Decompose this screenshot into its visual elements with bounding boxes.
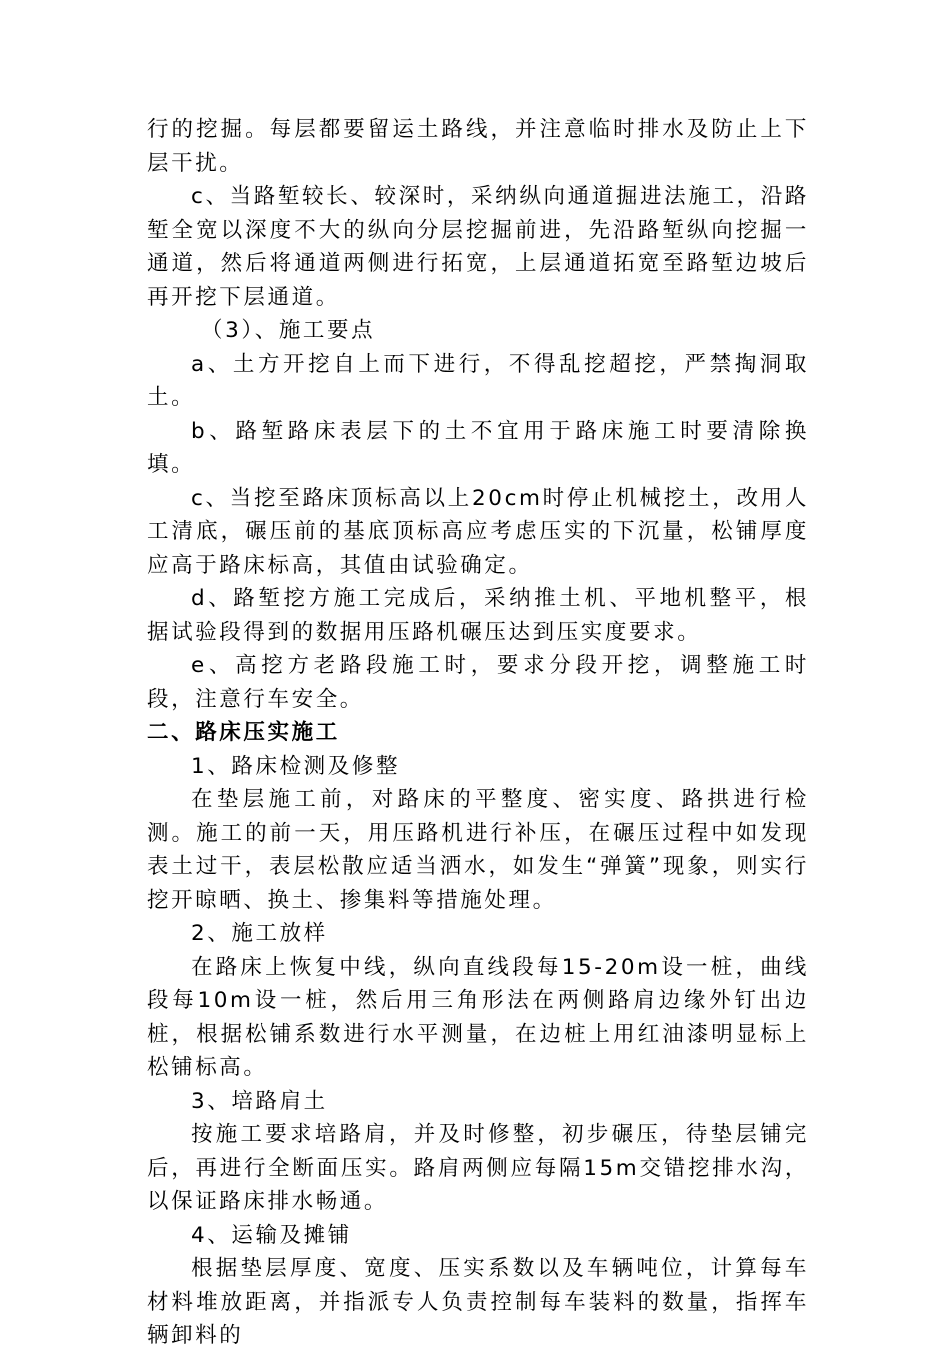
paragraph-3-body: 按施工要求培路肩，并及时修整，初步碾压，待垫层铺完后，再进行全断面压实。路肩两侧应每隔15m交错挖排水沟，以保证路床排水畅通。	[147, 1122, 809, 1214]
paragraph-item-d: d、路堑挖方施工完成后，采纳推土机、平地机整平，根据试验段得到的数据用压路机碾压达到压实度要求。	[147, 586, 809, 645]
subheading-construction-points: （3）、施工要点	[201, 318, 376, 343]
subheading-2: 2、施工放样	[191, 921, 328, 946]
paragraph-1-body: 在垫层施工前，对路床的平整度、密实度、路拱进行检测。施工的前一天，用压路机进行补压，在碾压过程中如发现表土过干，表层松散应适当洒水，如发生“弹簧”现象，则实行挖开晾晒、换土、掺集料等措施处理。	[147, 787, 809, 913]
paragraph-2-body: 在路床上恢复中线，纵向直线段每15-20m设一桩，曲线段每10m设一桩，然后用三角形法在两侧路肩边缘外钉出边桩，根据松铺系数进行水平测量，在边桩上用红油漆明显标上松铺标高。	[147, 954, 809, 1080]
paragraph-item-c-longitudinal: c、当路堑较长、较深时，采纳纵向通道掘进法施工，沿路堑全宽以深度不大的纵向分层挖掘前进，先沿路堑纵向挖掘一通道，然后将通道两侧进行拓宽，上层通道拓宽至路堑边坡后再开挖下层通道。	[147, 184, 809, 310]
paragraph-4-body: 根据垫层厚度、宽度、压实系数以及车辆吨位，计算每车材料堆放距离，并指派专人负责控制每车装料的数量，指挥车辆卸料的	[147, 1256, 809, 1348]
subheading-3: 3、培路肩土	[191, 1088, 328, 1114]
document-page	[147, 113, 809, 1353]
subheading-4: 4、运输及摊铺	[191, 1222, 352, 1248]
paragraph-item-a: a、土方开挖自上而下进行，不得乱挖超挖，严禁掏洞取土。	[147, 351, 809, 410]
section-heading-subgrade-compaction: 二、路床压实施工	[147, 720, 340, 745]
paragraph-continuation: 行的挖掘。每层都要留运土路线，并注意临时排水及防止上下层干扰。	[147, 117, 809, 176]
paragraph-item-b: b、路堑路床表层下的土不宜用于路床施工时要清除换填。	[147, 418, 809, 477]
paragraph-item-c: c、当挖至路床顶标高以上20cm时停止机械挖土，改用人工清底，碾压前的基底顶标高应考虑压实的下沉量，松铺厚度应高于路床标高，其值由试验确定。	[147, 485, 809, 578]
subheading-1: 1、路床检测及修整	[191, 753, 401, 779]
paragraph-item-e: e、高挖方老路段施工时，要求分段开挖，调整施工时段，注意行车安全。	[147, 653, 809, 712]
